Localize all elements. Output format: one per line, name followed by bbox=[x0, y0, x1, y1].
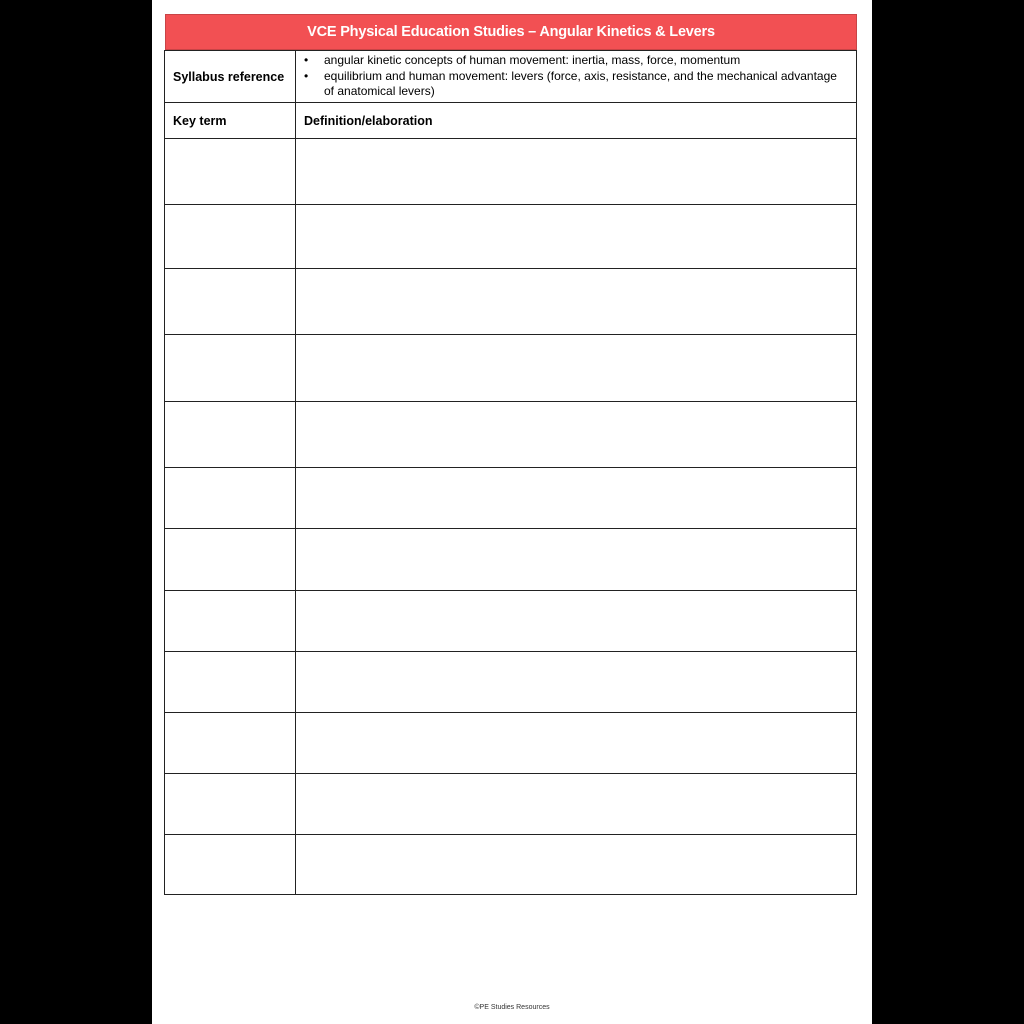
syllabus-row bbox=[165, 51, 857, 103]
table-row bbox=[165, 835, 857, 895]
table-row bbox=[165, 591, 857, 652]
table-row bbox=[165, 468, 857, 529]
table-row bbox=[165, 774, 857, 835]
key-term-cell[interactable] bbox=[165, 205, 296, 269]
definition-cell[interactable] bbox=[296, 205, 857, 269]
key-term-cell[interactable] bbox=[165, 402, 296, 468]
definition-cell[interactable] bbox=[296, 591, 857, 652]
syllabus-point: • equilibrium and human movement: levers (force, axis, resistance, and the mechanical advantage of anatomical levers) bbox=[324, 69, 848, 100]
syllabus-label: Syllabus reference bbox=[165, 51, 296, 103]
definition-cell[interactable] bbox=[296, 468, 857, 529]
definition-cell[interactable] bbox=[296, 269, 857, 335]
definition-cell[interactable] bbox=[296, 139, 857, 205]
definition-cell[interactable] bbox=[296, 713, 857, 774]
key-term-cell[interactable] bbox=[165, 139, 296, 205]
syllabus-content bbox=[296, 51, 857, 103]
table-header-row bbox=[165, 103, 857, 139]
syllabus-point: • angular kinetic concepts of human movement: inertia, mass, force, momentum bbox=[324, 53, 848, 69]
key-term-cell[interactable] bbox=[165, 774, 296, 835]
table-row bbox=[165, 205, 857, 269]
definition-cell[interactable] bbox=[296, 402, 857, 468]
table-row bbox=[165, 402, 857, 468]
key-term-cell[interactable] bbox=[165, 652, 296, 713]
key-term-cell[interactable] bbox=[165, 529, 296, 591]
key-term-cell[interactable] bbox=[165, 591, 296, 652]
definition-cell[interactable] bbox=[296, 835, 857, 895]
table-row bbox=[165, 335, 857, 402]
key-term-cell[interactable] bbox=[165, 713, 296, 774]
definition-cell[interactable] bbox=[296, 774, 857, 835]
page-title: VCE Physical Education Studies – Angular Kinetics & Levers bbox=[165, 14, 857, 50]
copyright-footer: ©PE Studies Resources bbox=[474, 1004, 550, 1011]
key-term-cell[interactable] bbox=[165, 269, 296, 335]
table-row bbox=[165, 269, 857, 335]
table-row bbox=[165, 713, 857, 774]
key-term-cell[interactable] bbox=[165, 468, 296, 529]
header-key-term: Key term bbox=[165, 103, 296, 139]
definition-cell[interactable] bbox=[296, 335, 857, 402]
table-row bbox=[165, 652, 857, 713]
table-row bbox=[165, 139, 857, 205]
definition-cell[interactable] bbox=[296, 652, 857, 713]
key-terms-table bbox=[164, 50, 857, 895]
key-term-cell[interactable] bbox=[165, 835, 296, 895]
syllabus-list bbox=[304, 53, 848, 100]
table-row bbox=[165, 529, 857, 591]
key-term-cell[interactable] bbox=[165, 335, 296, 402]
definition-cell[interactable] bbox=[296, 529, 857, 591]
header-definition: Definition/elaboration bbox=[296, 103, 857, 139]
worksheet-page bbox=[152, 0, 872, 1024]
